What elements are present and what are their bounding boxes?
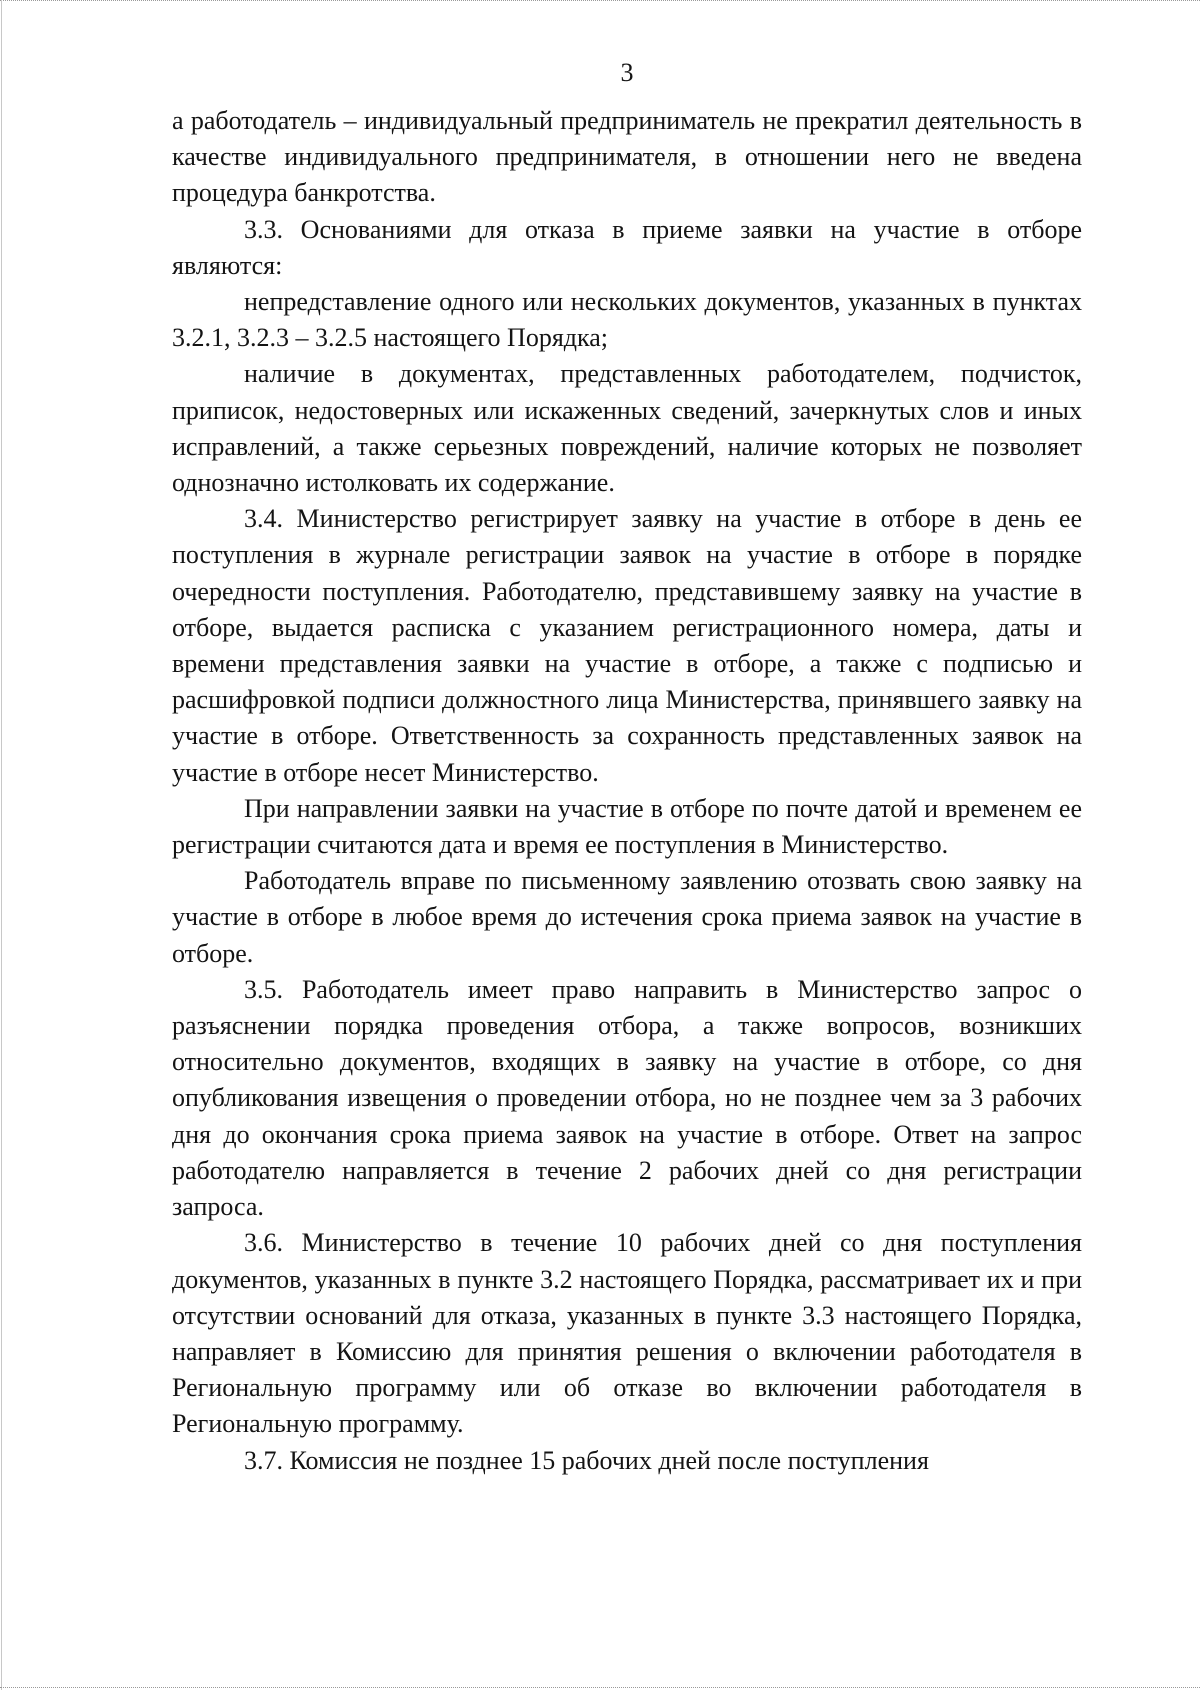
page-number: 3 xyxy=(620,58,634,87)
scan-edge-left xyxy=(1,0,2,1690)
scan-edge-bottom xyxy=(0,1685,1200,1688)
paragraph-3-3-refusal-grounds: 3.3. Основаниями для отказа в приеме заявки на участие в отборе являются: xyxy=(172,214,1082,280)
paragraph-missing-documents: непредставление одного или нескольких документов, указанных в пунктах 3.2.1, 3.2.3 – 3.2.5 настоящего Порядка; xyxy=(172,287,1082,353)
paragraph-3-6-review: 3.6. Министерство в течение 10 рабочих дней со дня поступления документов, указанных в пункте 3.2 настоящего Порядка, рассматривает их и при отсутствии оснований для отказа, указанных в пункте 3.3 настоящего Порядка, направляет в Комиссию для принятия решения о включении работодателя в Региональную программу или об отказе во включении работодателя в Региональную программу. xyxy=(172,1228,1082,1439)
paragraph-document-defects: наличие в документах, представленных работодателем, подчисток, приписок, недостоверных или искаженных сведений, зачеркнутых слов и иных исправлений, а также серьезных повреждений, наличие которых не позволяет однозначно истолковать их содержание. xyxy=(172,359,1082,498)
paragraph-3-4-registration: 3.4. Министерство регистрирует заявку на участие в отборе в день ее поступления в журнале регистрации заявок на участие в отборе в порядке очередности поступления. Работодателю, представившему заявку на участие в отборе, выдается расписка с указанием регистрационного номера, даты и времени представления заявки на участие в отборе, а также с подписью и расшифровкой подписи должностного лица Министерства, принявшего заявку на участие в отборе. Ответственность за сохранность представленных заявок на участие в отборе несет Министерство. xyxy=(172,504,1082,787)
document-page xyxy=(172,55,1082,1479)
paragraph-employer-status: а работодатель – индивидуальный предприниматель не прекратил деятельность в качестве индивидуального предпринимателя, в отношении него не введена процедура банкротства. xyxy=(172,106,1082,208)
paragraph-postal-submission: При направлении заявки на участие в отборе по почте датой и временем ее регистрации считаются дата и время ее поступления в Министерство. xyxy=(172,793,1082,860)
paragraph-withdrawal: Работодатель вправе по письменному заявлению отозвать свою заявку на участие в отборе в любое время до истечения срока приема заявок на участие в отборе. xyxy=(172,866,1082,968)
scan-edge-top xyxy=(0,0,1200,3)
paragraph-3-5-clarification-request: 3.5. Работодатель имеет право направить в Министерство запрос о разъяснении порядка проведения отбора, а также вопросов, возникших относительно документов, входящих в заявку на участие в отборе, со дня опубликования извещения о проведении отбора, но не позднее чем за 3 рабочих дня до окончания срока приема заявок на участие в отборе. Ответ на запрос работодателю направляется в течение 2 рабочих дней со дня регистрации запроса. xyxy=(172,974,1082,1222)
paragraph-3-7-commission: 3.7. Комиссия не позднее 15 рабочих дней после поступления xyxy=(244,1445,929,1475)
